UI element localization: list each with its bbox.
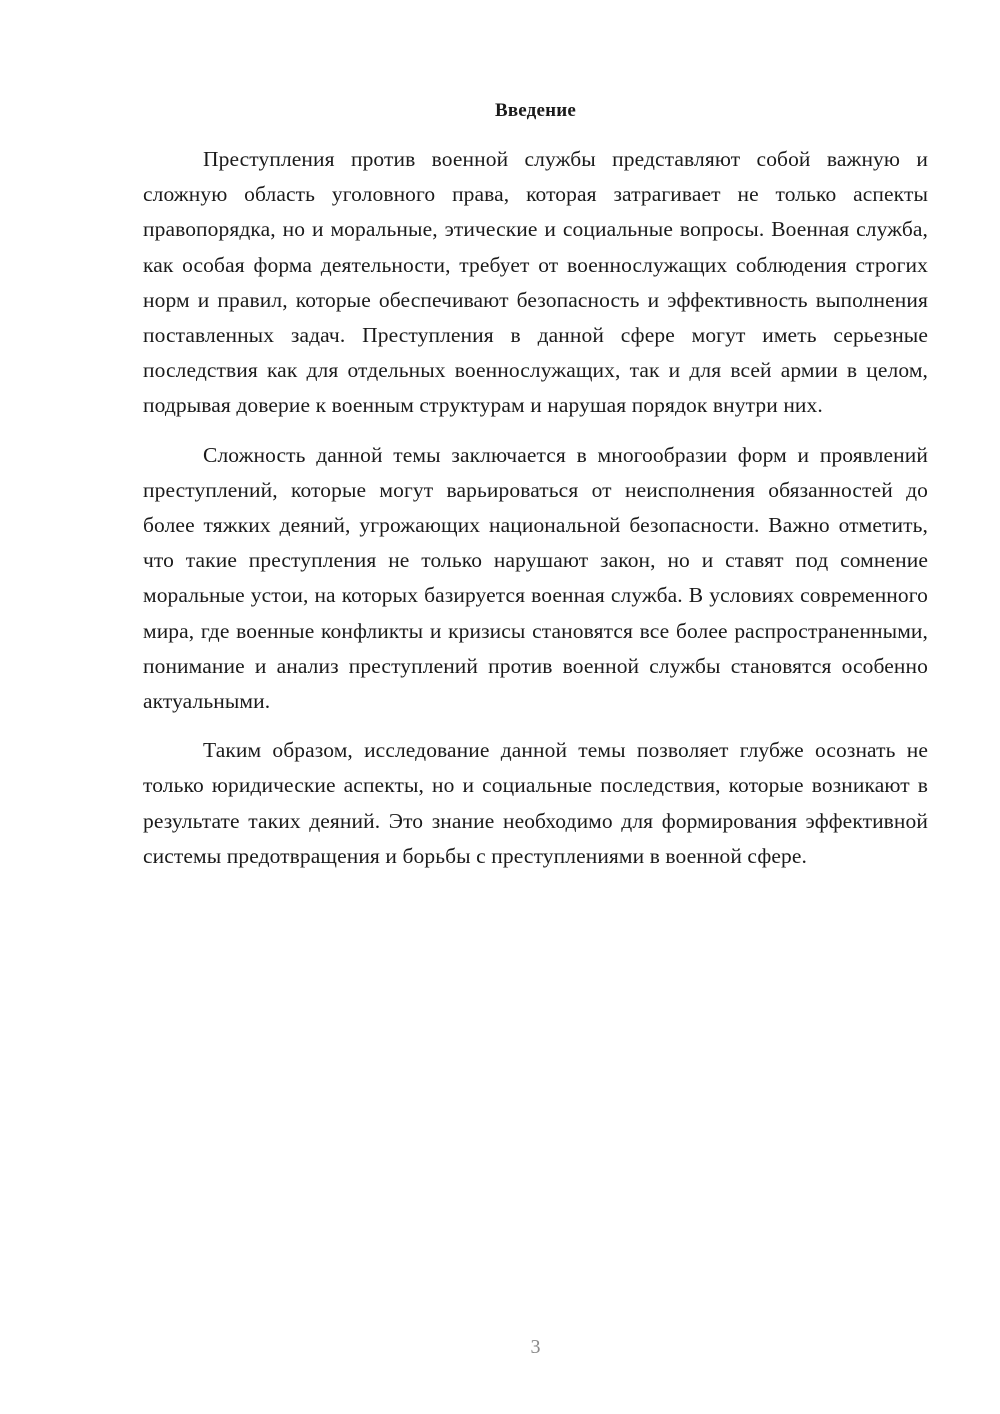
paragraph-2: Сложность данной темы заключается в многообразии форм и проявлений преступлений, которые могут варьироваться от неисполнения обязанностей до более тяжких деяний, угрожающих национальной безопасности. Важно отметить, что такие преступления не только нарушают закон, но и ставят под сомнение моральные устои, на которых базируется военная служба. В условиях современного мира, где военные конфликты и кризисы становятся все более распространенными, понимание и анализ преступлений против военной службы становятся особенно актуальными. <box>143 442 928 714</box>
document-body <box>143 142 928 888</box>
paragraph-1: Преступления против военной службы представляют собой важную и сложную область уголовного права, которая затрагивает не только аспекты правопорядка, но и моральные, этические и социальные вопросы. Военная служба, как особая форма деятельности, требует от военнослужащих соблюдения строгих норм и правил, которые обеспечивают безопасность и эффективность выполнения поставленных задач. Преступления в данной сфере могут иметь серьезные последствия как для отдельных военнослужащих, так и для всей армии в целом, подрывая доверие к военным структурам и нарушая порядок внутри них. <box>143 147 928 418</box>
paragraph-3: Таким образом, исследование данной темы позволяет глубже осознать не только юридические аспекты, но и социальные последствия, которые возникают в результате таких деяний. Это знание необходимо для формирования эффективной системы предотвращения и борьбы с преступлениями в военной сфере. <box>143 738 928 868</box>
page-number: 3 <box>530 1336 541 1358</box>
section-title: Введение <box>494 100 577 121</box>
